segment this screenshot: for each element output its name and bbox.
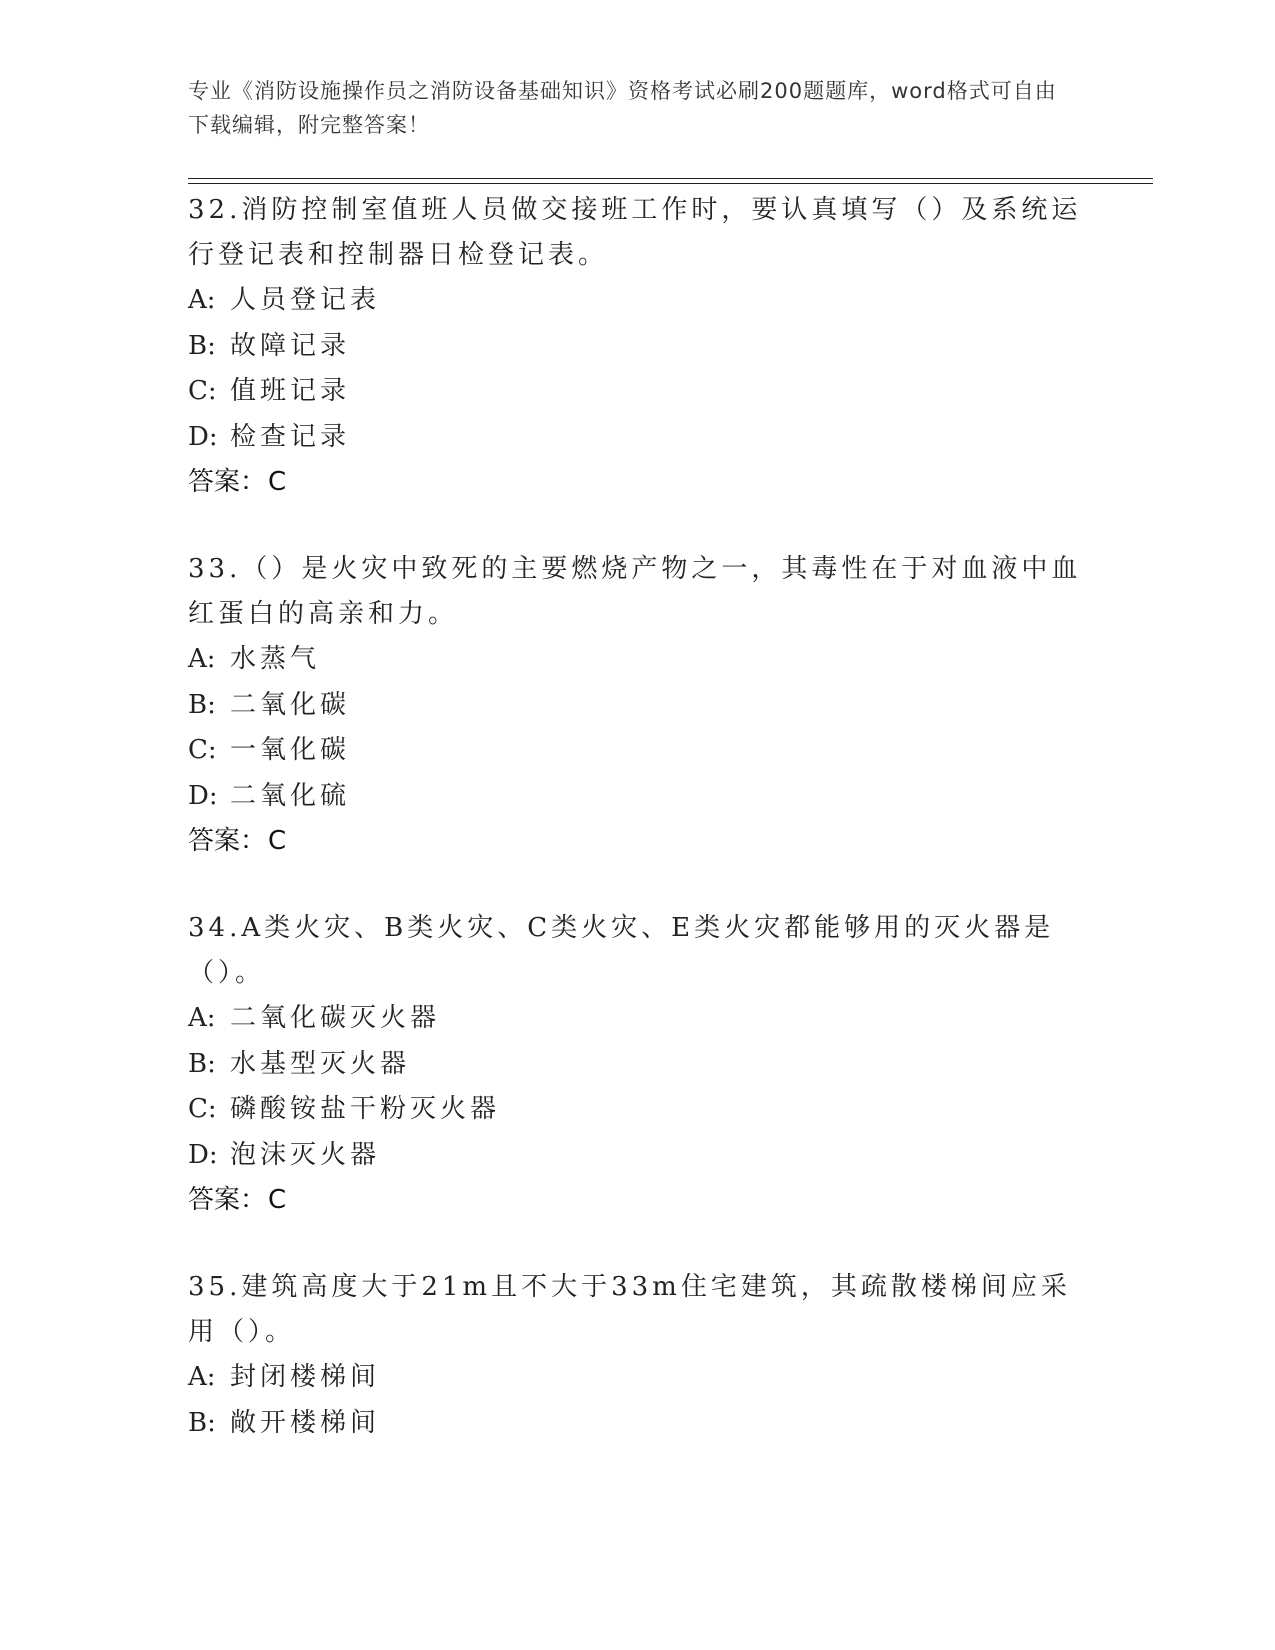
answer-line [188,819,1088,864]
option-text: 人员登记表 [230,285,381,315]
option-key: C: [188,376,217,406]
option-key: D: [188,1139,218,1170]
option-key: A: [188,1003,216,1033]
header-divider-top [188,178,1153,179]
answer-value: C [268,826,287,856]
question-35 [188,1265,1088,1446]
answer-value: C [268,1185,287,1215]
option-c [188,369,1088,415]
option-a [188,637,1088,683]
answer-line [188,460,1088,505]
option-a [188,996,1088,1042]
option-key: B: [188,689,216,720]
answer-value: C [268,467,287,497]
option-a [188,278,1088,324]
option-text: 值班记录 [230,376,351,406]
question-33 [188,547,1088,864]
option-text: 封闭楼梯间 [230,1362,381,1392]
option-c [188,728,1088,774]
option-text: 一氧化碳 [230,735,351,765]
option-text: 二氧化碳灭火器 [230,1003,441,1033]
option-text: 二氧化碳 [230,689,351,720]
option-key: A: [188,644,216,674]
option-b [188,324,1088,370]
option-key: D: [188,421,218,452]
answer-label: 答案： [188,1185,267,1215]
question-34 [188,906,1088,1223]
option-text: 二氧化硫 [230,780,351,811]
option-text: 水蒸气 [230,644,321,674]
option-d [188,774,1088,820]
option-b [188,683,1088,729]
option-d [188,1133,1088,1179]
answer-line [188,1178,1088,1223]
question-32 [188,188,1088,505]
question-list [188,188,1088,1488]
question-stem: 35.建筑高度大于21m且不大于33m住宅建筑，其疏散楼梯间应采用（）。 [188,1272,1071,1347]
option-key: B: [188,330,216,361]
question-stem: 34.A类火灾、B类火灾、C类火灾、E类火灾都能够用的灭火器是（）。 [188,913,1055,988]
option-key: C: [188,1094,217,1124]
answer-label: 答案： [188,467,267,497]
answer-label: 答案： [188,826,267,856]
option-text: 检查记录 [230,421,351,452]
option-text: 故障记录 [230,330,351,361]
option-b [188,1042,1088,1088]
question-stem: 33.（）是火灾中致死的主要燃烧产物之一，其毒性在于对血液中血红蛋白的高亲和力。 [188,554,1082,629]
option-c [188,1087,1088,1133]
option-key: B: [188,1407,216,1438]
document-intro: 专业《消防设施操作员之消防设备基础知识》资格考试必刷200题题库，word格式可自由下载编辑，附完整答案！ [188,79,1057,137]
question-stem: 32.消防控制室值班人员做交接班工作时，要认真填写（）及系统运行登记表和控制器日检登记表。 [188,195,1082,270]
option-key: C: [188,735,217,765]
header-divider-bottom [188,183,1153,184]
option-text: 敞开楼梯间 [230,1407,381,1438]
option-text: 水基型灭火器 [230,1048,411,1079]
option-a [188,1355,1088,1401]
option-key: A: [188,1362,216,1392]
option-d [188,415,1088,461]
option-key: A: [188,285,216,315]
option-key: D: [188,780,218,811]
option-b [188,1401,1088,1447]
option-text: 泡沫灭火器 [230,1139,381,1170]
option-text: 磷酸铵盐干粉灭火器 [230,1094,501,1124]
option-key: B: [188,1048,216,1079]
